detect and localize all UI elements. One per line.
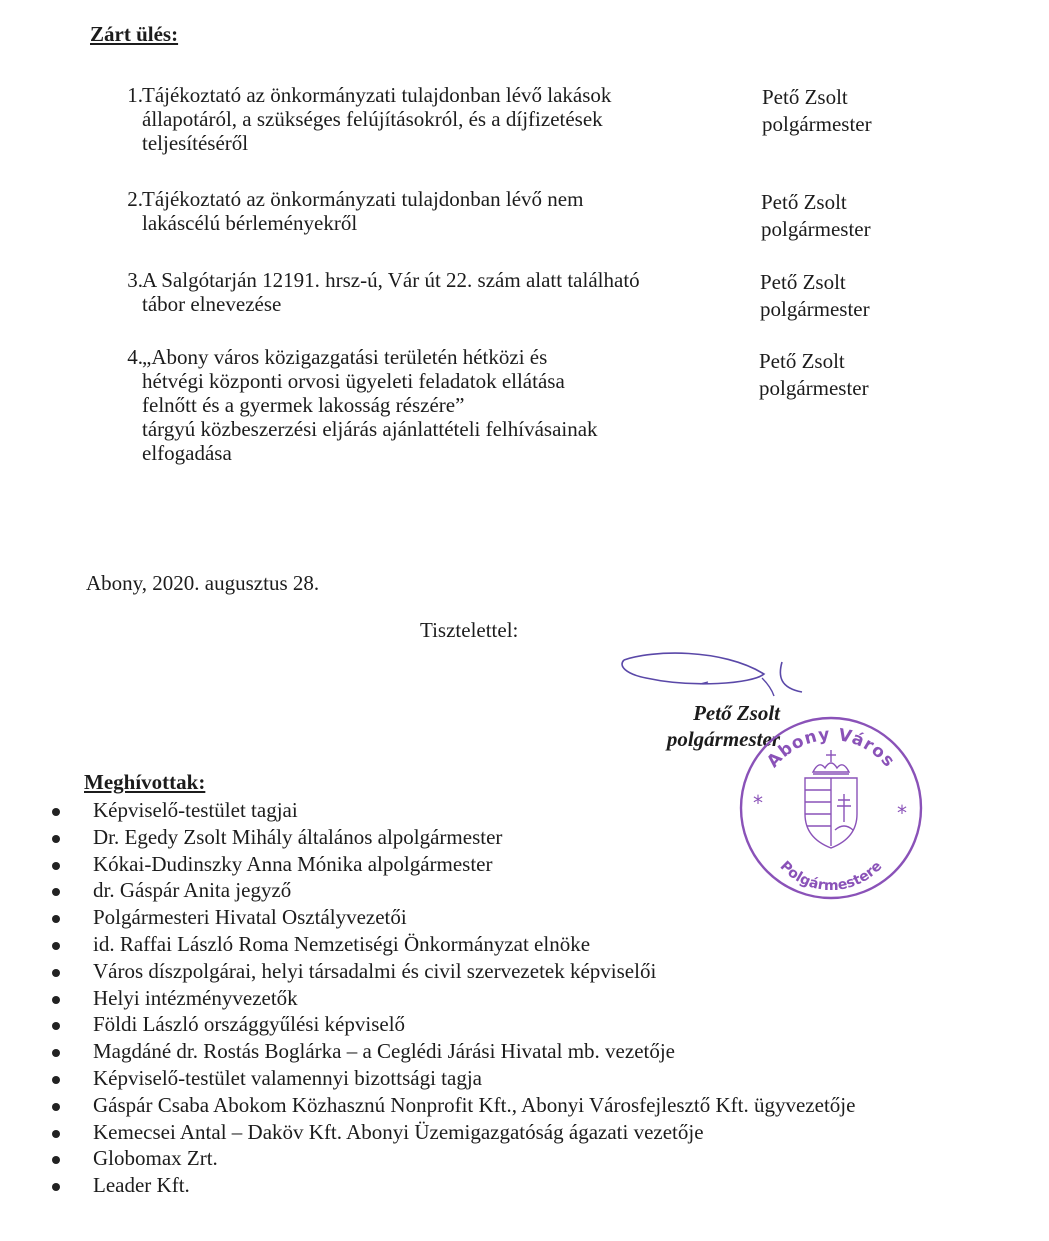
- agenda-item-text: [142, 83, 702, 155]
- bullet-icon: [52, 969, 60, 977]
- presenter-role: polgármester: [762, 112, 872, 136]
- agenda-item-number: 1.: [127, 83, 143, 107]
- bullet-icon: [52, 1183, 60, 1191]
- agenda-item-line: tárgyú közbeszerzési eljárás ajánlattételi felhívásainak: [142, 417, 598, 441]
- bullet-icon: [52, 808, 60, 816]
- invitees-title: Meghívottak:: [84, 770, 206, 794]
- agenda-item-presenter: [762, 84, 872, 138]
- agenda-item-line: állapotáról, a szükséges felújításokról, és a díjfizetések: [142, 107, 603, 131]
- presenter-name: Pető Zsolt: [759, 349, 845, 373]
- agenda-item-line: hétvégi központi orvosi ügyeleti feladatok ellátása: [142, 369, 565, 393]
- agenda-item-line: lakáscélú bérleményekről: [142, 211, 358, 235]
- signature-name: Pető Zsolt: [693, 701, 780, 725]
- agenda-item-line: felnőtt és a gyermek lakosság részére”: [142, 393, 465, 417]
- signature-role: polgármester: [666, 727, 780, 751]
- coat-of-arms-icon: [805, 750, 857, 848]
- agenda-item-text: [142, 187, 702, 235]
- bullet-icon: [52, 1076, 60, 1084]
- bullet-icon: [52, 1103, 60, 1111]
- agenda-item-line: Tájékoztató az önkormányzati tulajdonban lévő lakások: [142, 83, 612, 107]
- agenda-item-presenter: [759, 348, 869, 402]
- presenter-role: polgármester: [759, 376, 869, 400]
- agenda-item-text: [142, 345, 702, 465]
- closing-salutation: Tisztelettel:: [420, 618, 519, 642]
- agenda-item-line: teljesítéséről: [142, 131, 249, 155]
- agenda-item-number: 4.: [127, 345, 143, 369]
- stamp-top-text: Abony Város: [763, 724, 899, 772]
- stamp-star-right: *: [897, 801, 907, 825]
- bullet-icon: [52, 1022, 60, 1030]
- agenda-item-line: tábor elnevezése: [142, 292, 282, 316]
- presenter-name: Pető Zsolt: [760, 270, 846, 294]
- place-date: Abony, 2020. augusztus 28.: [86, 571, 320, 595]
- presenter-name: Pető Zsolt: [762, 85, 848, 109]
- bullet-icon: [52, 996, 60, 1004]
- agenda-item-line: A Salgótarján 12191. hrsz-ú, Vár út 22. szám alatt található: [142, 268, 640, 292]
- stamp-bottom-text: Polgármestere: [776, 858, 886, 895]
- agenda-item-line: Tájékoztató az önkormányzati tulajdonban lévő nem: [142, 187, 584, 211]
- bullet-icon: [52, 942, 60, 950]
- bullet-icon: [52, 888, 60, 896]
- agenda-item-line: elfogadása: [142, 441, 232, 465]
- presenter-name: Pető Zsolt: [761, 190, 847, 214]
- bullet-icon: [52, 915, 60, 923]
- closed-session-title: Zárt ülés:: [90, 22, 179, 46]
- bullet-icon: [52, 1130, 60, 1138]
- agenda-item-text: [142, 268, 702, 316]
- agenda-item-presenter: [761, 189, 871, 243]
- bullet-icon: [52, 1156, 60, 1164]
- agenda-item-presenter: [760, 269, 870, 323]
- agenda-item-number: 3.: [127, 268, 143, 292]
- stamp-star-left: *: [753, 791, 763, 815]
- bullet-icon: [52, 835, 60, 843]
- agenda-item-number: 2.: [127, 187, 143, 211]
- presenter-role: polgármester: [760, 297, 870, 321]
- handwritten-signature: [612, 648, 812, 700]
- bullet-icon: [52, 1049, 60, 1057]
- bullet-icon: [52, 862, 60, 870]
- official-stamp: [733, 710, 929, 906]
- presenter-role: polgármester: [761, 217, 871, 241]
- agenda-item-line: „Abony város közigazgatási területén hétközi és: [142, 345, 548, 369]
